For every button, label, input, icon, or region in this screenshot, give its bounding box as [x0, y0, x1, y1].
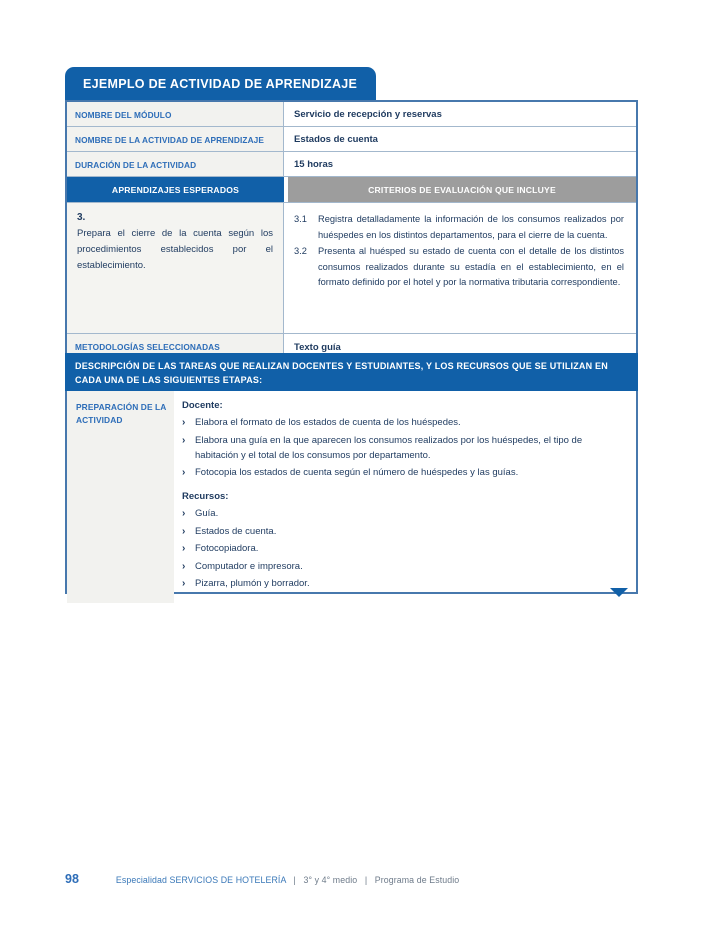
column-headers-row: [67, 176, 636, 202]
activity-example-title: EJEMPLO DE ACTIVIDAD DE APRENDIZAJE: [83, 76, 358, 91]
criterion-item: [294, 244, 624, 291]
learning-number: 3.: [77, 212, 86, 223]
methodology-value: Texto guía: [284, 334, 636, 359]
criterion-number: 3.2: [294, 246, 307, 257]
expected-learning-header: APRENDIZAJES ESPERADOS: [67, 177, 284, 202]
list-item-text: Elabora una guía en la que aparecen los consumos realizados por los huéspedes, el tipo de habitación y el total de los consumos por departamento.: [195, 434, 583, 461]
list-item: [182, 524, 620, 540]
bullet-icon: ›: [182, 508, 186, 520]
footer-program: Programa de Estudio: [374, 875, 460, 885]
bullet-icon: ›: [182, 466, 186, 478]
list-item-text: Fotocopia los estados de cuenta según el número de huéspedes y las guías.: [195, 466, 519, 478]
duration-value: 15 horas: [284, 152, 636, 176]
learning-text: Prepara el cierre de la cuenta según los procedimientos establecidos por el establecimiento.: [77, 228, 273, 272]
page-footer: [65, 872, 665, 886]
list-item-text: Guía.: [195, 508, 219, 520]
footer-specialty: Especialidad SERVICIOS DE HOTELERÍA: [115, 875, 286, 885]
bullet-icon: ›: [182, 417, 186, 428]
bullet-icon: ›: [182, 543, 186, 555]
table-row: [67, 126, 636, 151]
list-item: [182, 559, 620, 575]
list-item-text: Pizarra, plumón y borrador.: [195, 578, 310, 590]
criterion-text: Presenta al huésped su estado de cuenta con el detalle de los distintos consumos realizados durante su estadía en el establecimiento, en el formato definido por el hotel y por la normativa tributaria correspondiente.: [318, 246, 624, 288]
footer-separator: |: [364, 875, 368, 885]
bullet-icon: ›: [182, 578, 186, 590]
page-number: 98: [65, 872, 79, 886]
criteria-cell: [284, 203, 636, 333]
list-item-text: Fotocopiadora.: [195, 543, 259, 555]
footer-text: [116, 875, 459, 885]
list-item-text: Elabora el formato de los estados de cuenta de los huéspedes.: [195, 417, 461, 428]
bullet-icon: ›: [182, 560, 186, 572]
activity-name-label: NOMBRE DE LA ACTIVIDAD DE APRENDIZAJE: [67, 127, 284, 151]
preparation-section: [65, 391, 638, 594]
preparation-label: PREPARACIÓN DE LA ACTIVIDAD: [67, 391, 174, 603]
footer-grade: 3° y 4° medio: [303, 875, 358, 885]
bullet-icon: ›: [182, 434, 186, 446]
criterion-text: Registra detalladamente la información de los consumos realizados por huéspedes en los distintos departamentos, para el cierre de la cuenta.: [318, 214, 624, 240]
criterion-number: 3.1: [294, 214, 307, 224]
list-item: [182, 465, 620, 481]
expected-learning-cell: [67, 203, 284, 333]
list-item: [182, 576, 620, 592]
evaluation-criteria-header: CRITERIOS DE EVALUACIÓN QUE INCLUYE: [288, 177, 636, 202]
learning-criteria-row: [67, 202, 636, 333]
list-item: [182, 433, 620, 463]
tasks-description-band: DESCRIPCIÓN DE LAS TAREAS QUE REALIZAN DOCENTES Y ESTUDIANTES, Y LOS RECURSOS QUE SE UTILIZAN EN CADA UNA DE LAS SIGUIENTES ETAPAS:: [65, 353, 638, 395]
footer-separator: |: [293, 875, 296, 885]
table-row: [67, 151, 636, 176]
criterion-item: [294, 212, 624, 243]
activity-name-value: Estados de cuenta: [284, 127, 636, 151]
preparation-content: [174, 391, 636, 603]
list-item-text: Estados de cuenta.: [195, 525, 277, 537]
list-item: [182, 415, 620, 431]
activity-info-table: [65, 100, 638, 361]
activity-example-tab: [65, 67, 376, 100]
docente-list: [182, 415, 620, 480]
continuation-arrow-icon: [610, 588, 628, 597]
methodology-label: METODOLOGÍAS SELECCIONADAS: [67, 334, 284, 359]
module-name-label: NOMBRE DEL MÓDULO: [67, 102, 284, 126]
module-name-value: Servicio de recepción y reservas: [284, 102, 636, 126]
docente-title: Docente:: [182, 400, 223, 411]
list-item: [182, 506, 620, 522]
duration-label: DURACIÓN DE LA ACTIVIDAD: [67, 152, 284, 176]
table-row: [67, 102, 636, 126]
bullet-icon: ›: [182, 525, 186, 537]
list-item-text: Computador e impresora.: [195, 560, 303, 572]
recursos-list: [182, 506, 620, 592]
recursos-title: Recursos:: [182, 491, 229, 503]
list-item: [182, 541, 620, 557]
